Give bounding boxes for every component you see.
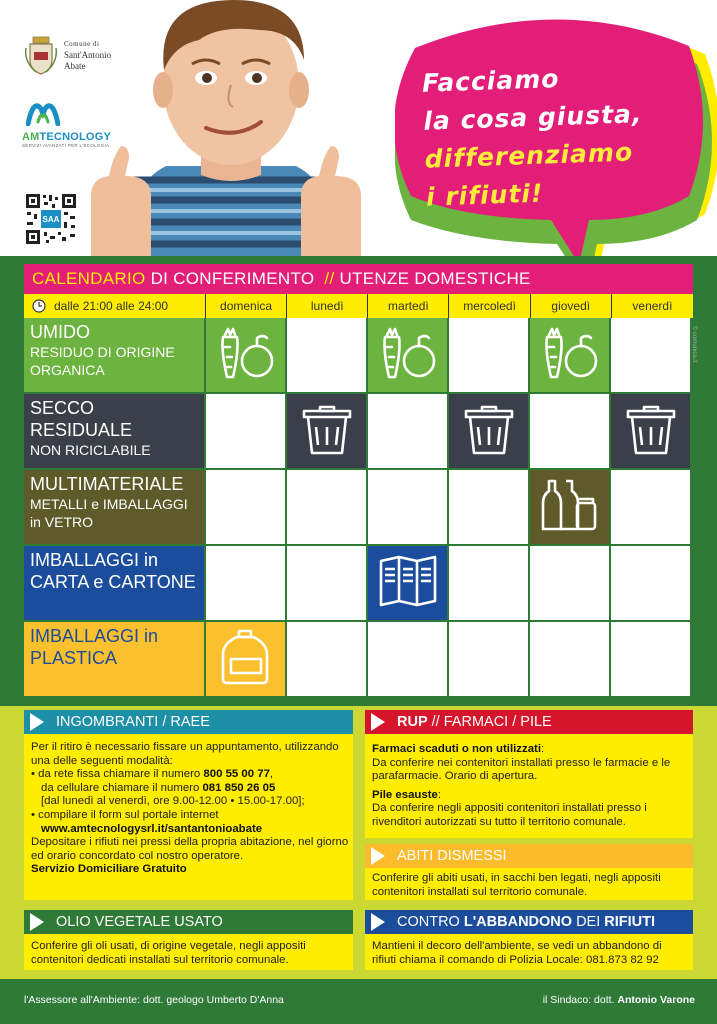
crest-icon [24,34,58,76]
rup-title-c: FARMACI / PILE [443,714,552,730]
cell-venerdi [611,470,690,544]
ingombranti-url-link[interactable]: www.amtecnologysrl.it/santantonioabate [41,822,263,835]
cell-giovedi [530,546,609,620]
cell-lunedi [287,318,366,392]
slogan-line-3: differenziamo [424,137,634,174]
carrot-apple-icon [215,325,277,386]
arrow-icon [30,713,44,731]
calendar-row [24,622,693,696]
trash-bin-icon [458,401,520,462]
comune-name-1: Sant'Antonio [64,49,112,60]
calendar-row [24,470,693,544]
abbandono-box [365,910,693,970]
ingombranti-title: INGOMBRANTI / RAEE [56,714,210,730]
calendar-row [24,318,693,392]
pile-text: Da conferire negli appositi contenitori installati presso i rivenditori autorizzati su tutto il territorio comunale. [372,802,647,828]
abiti-box [365,844,693,900]
abiti-title: ABITI DISMESSI [397,848,507,864]
arrow-icon [371,913,385,931]
abiti-body [372,872,688,899]
ingombranti-body [31,741,349,877]
fixed-phone-label: • da rete fissa chiamare il numero [31,768,201,781]
olio-body [31,940,349,967]
cell-mercoledi [449,546,528,620]
cell-giovedi [530,470,609,544]
cell-venerdi [611,622,690,696]
waste-type-title: IMBALLAGGI in [30,550,159,570]
day-header-giovedi: giovedì [531,294,612,318]
carrot-apple-icon [539,325,601,386]
waste-type-title: MULTIMATERIALE [30,474,184,494]
waste-type-title: SECCO RESIDUALE [30,398,133,440]
sindaco-name: Antonio Varone [617,994,695,1006]
calendar-title-c: UTENZE DOMESTICHE [339,269,531,288]
day-header-domenica: domenica [206,294,287,318]
ingombranti-deposit: Depositare i rifiuti nei pressi della propria abitazione, nel giorno ed orario concordato col nostro operatore. [31,836,349,862]
company-name-a: AM [22,131,40,143]
cell-giovedi [530,394,609,468]
qr-label: SAA [42,215,60,224]
cell-martedi [368,546,447,620]
ingombranti-service: Servizio Domiciliare Gratuito [31,863,187,876]
cell-venerdi [611,394,690,468]
abbandono-body [372,940,688,967]
company-tagline: SERVIZI AVANZATI PER L'ECOLOGIA [22,143,110,148]
newspaper-icon [377,553,439,614]
comune-name-2: Abate [64,60,86,71]
waste-type-label [24,318,204,392]
day-header-venerdi: venerdì [632,299,673,313]
farmaci-text: Da conferire nei contenitori installati presso le farmacie e le parafarmacie. Orario di apertura. [372,756,671,783]
bottles-icon [539,477,601,538]
cell-giovedi [530,622,609,696]
ingombranti-box [24,710,353,900]
rup-header [365,710,693,734]
mobile-phone-label: da cellulare chiamare il numero [41,781,200,794]
ingombranti-fixed-line: • da rete fissa chiamare il numero 800 55 00 77, [31,768,274,781]
cell-martedi [368,622,447,696]
calendar-row [24,394,693,468]
waste-type-subtitle: RESIDUO DI ORIGINE ORGANICA [30,344,175,378]
abbandono-title-d: RIFIUTI [604,914,656,930]
arrow-icon [371,713,385,731]
farmaci-title: Farmaci scaduti o non utilizzati [372,743,541,755]
info-section [0,706,717,979]
company-mark-icon [26,102,60,126]
company-name-b: TECNOLOGY [39,131,111,143]
cell-domenica [206,622,285,696]
ingombranti-form-label: • compilare il form sul portale internet [31,808,219,821]
olio-text: Conferire gli oli usati, di origine vegetale, negli appositi contenitori dedicati installati sul territorio comunale. [31,940,306,966]
rup-title-b: // [431,714,440,730]
calendar-title-sep: // [324,269,335,288]
slogan-line-1: Facciamo [421,63,560,98]
sindaco-label: il Sindaco: dott. [542,994,615,1006]
calendar-header-row [24,294,693,318]
waste-type-subtitle: NON RICICLABILE [30,442,151,458]
waste-type-label [24,546,204,620]
cell-lunedi [287,622,366,696]
cell-domenica [206,546,285,620]
slogan-line-2: la cosa giusta, [422,99,643,136]
cell-domenica [206,470,285,544]
cell-martedi [368,318,447,392]
olio-header [24,910,353,934]
cell-mercoledi [449,394,528,468]
olio-title: OLIO VEGETALE USATO [56,914,223,930]
cell-martedi [368,394,447,468]
olio-box [24,910,353,970]
ingombranti-hours: [dal lunedì al venerdì, ore 9.00-12.00 • 15.00-17.00]; [41,795,305,808]
comune-prefix: Comune di [64,39,100,48]
cell-domenica [206,318,285,392]
time-range: dalle 21:00 alle 24:00 [54,299,169,313]
qr-code-icon[interactable] [24,192,78,246]
collection-calendar [0,256,717,706]
abbandono-title-a: CONTRO [397,914,460,930]
trash-bin-icon [620,401,682,462]
abbandono-title-b: L'ABBANDONO [463,914,573,930]
clock-icon [32,299,46,313]
assessore-credit: l'Assessore all'Ambiente: dott. geologo Umberto D'Anna [24,994,284,1006]
header [0,0,717,256]
cell-venerdi [611,318,690,392]
waste-type-label [24,470,204,544]
pile-title: Pile esauste [372,788,438,801]
cell-mercoledi [449,622,528,696]
waste-type-title: UMIDO [30,322,90,342]
plastic-bottle-icon [215,629,277,690]
cell-lunedi [287,470,366,544]
cell-venerdi [611,546,690,620]
waste-type-label [24,394,204,468]
footer [0,979,717,1024]
cell-martedi [368,470,447,544]
credit-text: © comunica.it [691,326,697,363]
boy-thumbs-up-image [86,0,376,256]
day-header-martedi: martedì [368,294,449,318]
slogan [421,55,696,216]
abiti-header [365,844,693,868]
cell-mercoledi [449,470,528,544]
day-header-mercoledi: mercoledì [449,294,530,318]
mobile-phone-number[interactable]: 081 850 26 05 [202,781,276,794]
sindaco-credit [543,994,695,1006]
waste-type-label [24,622,204,696]
calendar-title-a: CALENDARIO [32,269,146,288]
slogan-line-4: i rifiuti! [425,178,544,212]
waste-type-title: IMBALLAGGI in [30,626,159,646]
arrow-icon [371,847,385,865]
fixed-phone-number[interactable]: 800 55 00 77 [203,768,270,781]
waste-type-subtitle: CARTA e CARTONE [30,572,196,592]
rup-body: Farmaci scaduti o non utilizzati: Da conferire nei contenitori installati presso le farmacie e le parafarmacie. Orario di apertura. Pile esauste: Da conferire negli appositi contenitori installati presso i rivenditori autorizzati su tutto il territorio comunale. [372,743,688,830]
waste-type-subtitle: PLASTICA [30,648,118,668]
calendar-row [24,546,693,620]
ingombranti-header [24,710,353,734]
ingombranti-mobile-line [31,782,349,796]
arrow-icon [30,913,44,931]
calendar-title [24,264,693,294]
cell-giovedi [530,318,609,392]
abbandono-header [365,910,693,934]
waste-type-subtitle: METALLI e IMBALLAGGI in VETRO [30,496,188,530]
abiti-text: Conferire gli abiti usati, in sacchi ben legati, negli appositi contenitori installati sul territorio comunale. [372,872,661,898]
abbandono-title-c: DEI [576,914,601,930]
cell-domenica [206,394,285,468]
carrot-apple-icon [377,325,439,386]
trash-bin-icon [296,401,358,462]
day-header-lunedi: lunedì [287,294,368,318]
cell-lunedi [287,546,366,620]
abbandono-text: Mantieni il decoro dell'ambiente, se vedi un abbandono di rifiuti chiama il comando di Polizia Locale: 081.873 82 92 [372,940,662,966]
cell-mercoledi [449,318,528,392]
cell-lunedi [287,394,366,468]
time-range-cell [24,294,206,318]
ingombranti-intro: Per il ritiro è necessario fissare un appuntamento, utilizzando una delle seguenti modalità: [31,741,339,767]
calendar-title-b: DI CONFERIMENTO [150,269,315,288]
rup-title-a: RUP [397,714,428,730]
rup-box [365,710,693,838]
